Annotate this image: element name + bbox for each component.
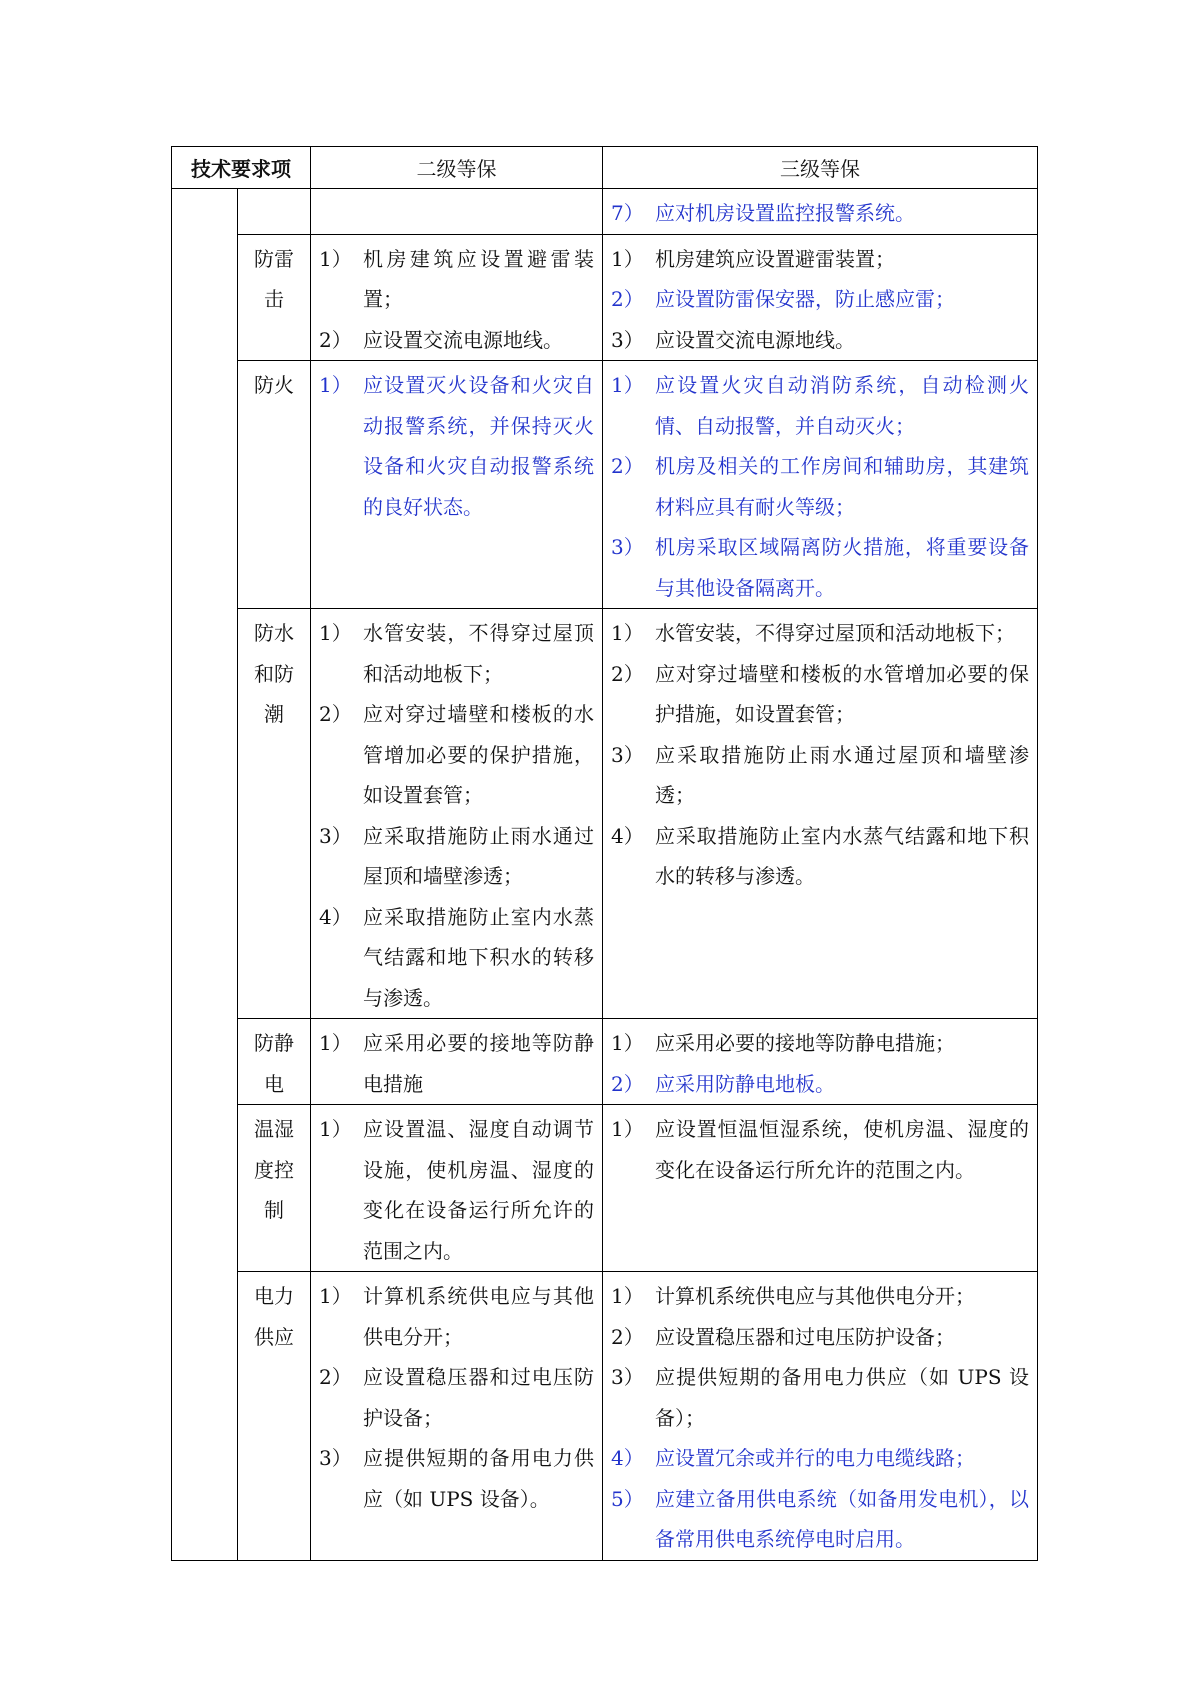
category-label: 度控 [254, 1157, 294, 1182]
level2-cell [311, 234, 603, 361]
item-number: 1） [319, 1117, 352, 1141]
level2-cell [311, 1019, 603, 1105]
item-text: 应设置灭火设备和火灾自动报警系统，并保持灭火设备和火灾自动报警系统的良好状态。 [363, 373, 594, 519]
level2-cell [311, 609, 603, 1019]
item-text: 应采取措施防止室内水蒸气结露和地下积水的转移与渗透。 [655, 823, 1029, 888]
level2-cell [311, 1272, 603, 1561]
item-number: 1） [319, 246, 352, 271]
category-label: 和防 [254, 661, 294, 686]
item-number: 2） [319, 702, 352, 726]
item-number: 1） [611, 1031, 644, 1055]
list-item [319, 694, 594, 816]
item-text: 应提供短期的备用电力供应（如 UPS 设备）。 [363, 1446, 594, 1511]
item-number: 2） [611, 1071, 644, 1096]
list-item [611, 1357, 1029, 1438]
item-text: 应对机房设置监控报警系统。 [655, 201, 915, 225]
item-text: 应对穿过墙壁和楼板的水管增加必要的保护措施，如设置套管； [363, 702, 594, 807]
item-number: 1） [611, 246, 644, 271]
item-text: 应设置火灾自动消防系统，自动检测火情、自动报警，并自动灭火； [655, 373, 1029, 438]
category-cell [238, 189, 311, 235]
outer-category-cell [172, 189, 238, 1561]
list-item [319, 320, 594, 361]
item-text: 应设置温、湿度自动调节设施，使机房温、湿度的变化在设备运行所允许的范围之内。 [363, 1117, 594, 1263]
list-item [319, 816, 594, 897]
item-text: 应设置防雷保安器，防止感应雷； [655, 287, 955, 311]
item-text: 应设置交流电源地线。 [655, 327, 855, 352]
list-item [319, 897, 594, 1019]
list-item [319, 1276, 594, 1357]
item-number: 1） [611, 1284, 644, 1308]
item-text: 机房及相关的工作房间和辅助房，其建筑材料应具有耐火等级； [655, 454, 1029, 519]
table-row [172, 234, 1038, 361]
item-text: 机房采取区域隔离防火措施，将重要设备与其他设备隔离开。 [655, 535, 1029, 600]
item-number: 2） [611, 661, 644, 686]
header-item: 技术要求项 [172, 147, 311, 189]
category-label: 防水 [254, 621, 294, 645]
item-text: 机房建筑应设置避雷装置； [655, 246, 895, 271]
list-item [611, 1064, 1029, 1105]
level3-cell [603, 361, 1038, 609]
table-row [172, 1272, 1038, 1561]
list-item [611, 320, 1029, 361]
list-item [611, 365, 1029, 446]
category-cell [238, 1105, 311, 1272]
item-text: 机房建筑应设置避雷装置； [363, 246, 594, 311]
category-label: 潮 [264, 702, 284, 726]
category-label: 制 [264, 1198, 284, 1222]
list-item [611, 613, 1029, 654]
list-item [611, 193, 1029, 234]
list-item [319, 1023, 594, 1104]
page [171, 146, 1038, 1561]
level3-cell [603, 609, 1038, 1019]
item-text: 应采取措施防止雨水通过屋顶和墙壁渗透； [655, 742, 1029, 807]
item-number: 2） [611, 454, 644, 478]
item-text: 应建立备用供电系统（如备用发电机），以备常用供电系统停电时启用。 [655, 1486, 1029, 1551]
item-number: 2） [319, 327, 352, 352]
category-label: 供应 [254, 1324, 294, 1349]
list-item [319, 613, 594, 694]
header-level2: 二级等保 [311, 147, 603, 189]
category-cell [238, 1019, 311, 1105]
category-cell [238, 234, 311, 361]
list-item [611, 1109, 1029, 1190]
header-level3: 三级等保 [603, 147, 1038, 189]
list-item [611, 1023, 1029, 1064]
item-number: 1） [611, 1117, 644, 1141]
list-item [319, 1109, 594, 1271]
item-text: 应设置恒温恒湿系统，使机房温、湿度的变化在设备运行所允许的范围之内。 [655, 1117, 1029, 1182]
item-text: 应设置交流电源地线。 [363, 327, 563, 352]
table-row [172, 1019, 1038, 1105]
category-cell [238, 609, 311, 1019]
item-text: 应采用必要的接地等防静电措施 [363, 1031, 594, 1096]
list-item [611, 527, 1029, 608]
item-number: 2） [611, 287, 644, 311]
category-label: 击 [264, 287, 284, 311]
list-item [611, 654, 1029, 735]
item-number: 3） [611, 742, 644, 767]
item-number: 1） [611, 621, 644, 645]
list-item [319, 365, 594, 527]
list-item [611, 1317, 1029, 1358]
level3-cell [603, 234, 1038, 361]
list-item [611, 1438, 1029, 1479]
list-item [611, 735, 1029, 816]
item-text: 应提供短期的备用电力供应（如 UPS 设备）； [655, 1365, 1029, 1430]
table-row [172, 1105, 1038, 1272]
item-number: 2） [319, 1365, 352, 1389]
header-row [172, 147, 1038, 189]
item-number: 1） [611, 373, 644, 397]
category-label: 电力 [254, 1284, 294, 1308]
item-number: 3） [611, 535, 644, 559]
list-item [611, 1479, 1029, 1560]
item-number: 4） [611, 1446, 644, 1470]
requirements-table [171, 146, 1038, 1561]
item-number: 1） [319, 1031, 352, 1055]
item-number: 1） [319, 1284, 352, 1308]
item-text: 应采取措施防止雨水通过屋顶和墙壁渗透； [363, 823, 594, 888]
item-text: 应设置冗余或并行的电力电缆线路； [655, 1446, 975, 1470]
item-number: 4） [319, 904, 352, 929]
item-text: 应设置稳压器和过电压防护设备； [363, 1365, 594, 1430]
item-number: 3） [611, 1365, 644, 1389]
level2-cell [311, 189, 603, 235]
level3-cell [603, 1105, 1038, 1272]
item-text: 应设置稳压器和过电压防护设备； [655, 1324, 955, 1349]
list-item [319, 1438, 594, 1519]
list-item [611, 446, 1029, 527]
item-number: 7） [611, 201, 644, 225]
item-number: 5） [611, 1486, 644, 1511]
list-item [319, 1357, 594, 1438]
item-text: 计算机系统供电应与其他供电分开； [655, 1284, 975, 1308]
level3-cell [603, 1272, 1038, 1561]
item-text: 水管安装，不得穿过屋顶和活动地板下； [655, 621, 1015, 645]
table-row-continued [172, 189, 1038, 235]
category-cell [238, 361, 311, 609]
level2-cell [311, 1105, 603, 1272]
list-item [611, 279, 1029, 320]
category-label: 防火 [254, 373, 294, 397]
list-item [611, 239, 1029, 280]
list-item [611, 1276, 1029, 1317]
level2-cell [311, 361, 603, 609]
item-text: 水管安装，不得穿过屋顶和活动地板下； [363, 621, 594, 686]
item-number: 1） [319, 621, 352, 645]
list-item [319, 239, 594, 320]
item-number: 1） [319, 373, 352, 397]
item-number: 3） [319, 823, 352, 848]
item-text: 应采用必要的接地等防静电措施； [655, 1031, 955, 1055]
level3-cell [603, 1019, 1038, 1105]
list-item [611, 816, 1029, 897]
item-text: 计算机系统供电应与其他供电分开； [363, 1284, 594, 1349]
level3-cell [603, 189, 1038, 235]
item-text: 应对穿过墙壁和楼板的水管增加必要的保护措施，如设置套管； [655, 661, 1029, 726]
category-label: 温湿 [254, 1117, 294, 1141]
item-text: 应采用防静电地板。 [655, 1071, 835, 1096]
category-cell [238, 1272, 311, 1561]
table-row [172, 361, 1038, 609]
item-number: 4） [611, 823, 644, 848]
category-label: 电 [264, 1071, 284, 1096]
table-row [172, 609, 1038, 1019]
item-text: 应采取措施防止室内水蒸气结露和地下积水的转移与渗透。 [363, 904, 594, 1010]
item-number: 2） [611, 1324, 644, 1349]
item-number: 3） [319, 1446, 352, 1470]
category-label: 防静 [254, 1031, 294, 1055]
item-number: 3） [611, 327, 644, 352]
category-label: 防雷 [254, 246, 294, 271]
